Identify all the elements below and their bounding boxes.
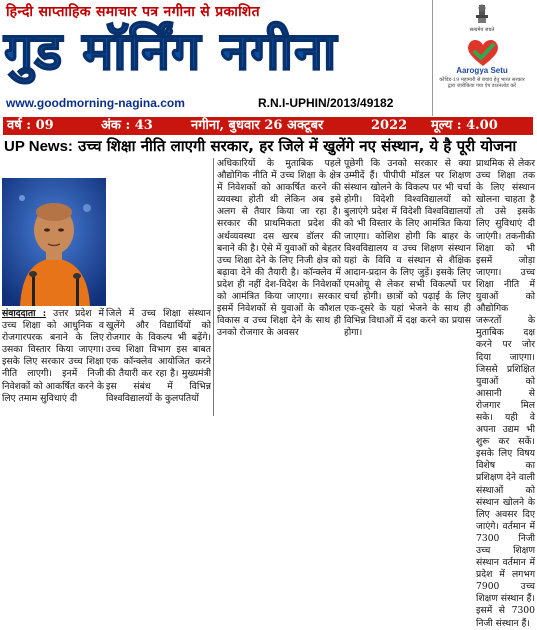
national-emblem-icon — [471, 3, 493, 25]
newspaper-title: गुड मॉर्निंग नगीना — [4, 22, 338, 82]
byline: संवाददाता : — [2, 308, 47, 319]
article-photo — [2, 178, 106, 306]
article-column-1b: जिले में उच्च शिक्षा संस्थान खुलेंगे और विद्यार्थियों को रोजगार के विकल्प भी बढ़ेंगे। उच्च शिक्षा विभाग इस बाबत एक कॉन्क्लेव आयोजित करने की तैयारी कर रहा है। मुख्यमंत्री इस संबंध में विभिन्न विश्वविद्यालयों के कुलपतियों — [106, 308, 211, 404]
column-text: उत्तर प्रदेश में उच्च शिक्षा को आधुनिक व रोजगारपरक बनाने के लिए उसका विस्तार किया जाएगा। इसके लिए सरकार उच्च शिक्षा नीति लाएगी। इनमें निजी निवेशकों को आकर्षित करने के लिए तमाम सुविधाएं दी — [2, 308, 104, 404]
article-column-3: पूछेगी कि उनको सरकार से क्या उम्मीदें हैं। पीपीपी मॉडल पर शिक्षण संस्थान खोलने के विकल्प पर भी चर्चा होगी। विदेशी विश्वविद्यालयों को बुलाएंगे प्रदेश में विदेशी विश्वविद्यालयों को भी विस्तार के लिए आमंत्रित किया जाएगा। कोशिश होगी कि बाहर के विश्वविद्यालय व उच्च शिक्षण संस्थान यहां के विवि व संस्थान से शैक्षिक आदान-प्रदान के लिए जुड़ें। इसके लिए एमओयू से लेकर सभी विकल्पों पर चर्चा होगी। छात्रों को पढ़ाई के लिए एक-दूसरे के यहां भेजने के साथ ही विभिन्न विधाओं में दक्ष करने का प्रयास होगा। — [344, 158, 471, 339]
article-column-4: प्राथमिक से लेकर उच्च शिक्षा तक के लिए संस्थान खोलना चाहता है तो उसे इसके लिए सुविधाएं दी जाएंगी। तकनीकी शिक्षा को भी इसमें जोड़ा जाएगा। उच्च शिक्षा नीति में युवाओं को औद्योगिक जरूरतों के मुताबिक दक्ष करने पर जोर दिया जाएगा। जिससे प्रशिक्षित युवाओं को आसानी से रोजगार मिल सके। यही वे अपना उद्यम भी शुरू कर सकें। इसके लिए विषय विशेष का प्रशिक्षण देने वाली संस्थाओं को संस्थान खोलने के लिए अवसर दिए जाएंगे। वर्तमान में 7300 निजी उच्च शिक्षण संस्थान वर्तमान में प्रदेश में लगभग 7900 उच्च शिक्षण संस्थान हैं। इसमें से 7300 निजी संस्थान हैं। — [476, 158, 536, 629]
ad-top-text: सत्यमेव जयते — [469, 27, 495, 33]
article-column-2: अधिकारियों के मुताबिक पहले औद्योगिक नीति में उच्च शिक्षा के क्षेत्र में निवेशकों को आकर्षित करने की व्यवस्था होती थी लेकिन अब इसे अलग से तैयार किया जा रहा है। सरकार की प्राथमिकता प्रदेश की अर्थव्यवस्था दस खरब डॉलर की बनाने की है। ऐसे में युवाओं को बेहतर उच्च शिक्षा देने के लिए निजी क्षेत्र को बढ़ावा देने की तैयारी है। कॉन्क्लेव में प्रदेश ही नहीं देश-विदेश के निवेशकों को आमंत्रित किया जाएगा। सरकार इसमें निवेशकों से युवाओं के कौशल विकास व उच्च शिक्षा देने के साथ ही उनको रोजगार के अवसर — [213, 158, 341, 416]
ad-tagline: कोविड-19 महामारी से बचाव हेतु भारत सरकार द्वारा जारीकिया गया ऐप डाउनलोड करें — [439, 77, 525, 89]
article-headline — [4, 137, 532, 156]
masthead-tagline: हिन्दी साप्ताहिक समाचार पत्र नगीना से प्रकाशित — [6, 4, 260, 20]
issue-year: 2022 — [371, 118, 408, 133]
place-date: नगीना, बुधवार 26 अक्टूबर — [191, 118, 324, 133]
aarogya-setu-ad[interactable] — [432, 0, 531, 116]
ad-app-name: Aarogya Setu — [456, 66, 508, 75]
website-link[interactable]: www.goodmorning-nagina.com — [6, 96, 185, 110]
issue-number: अंक : 43 — [101, 118, 153, 133]
price: मूल्य : 4.00 — [431, 118, 498, 133]
issue-info-bar — [3, 117, 533, 135]
article-column-1a — [2, 308, 104, 416]
headline-lead: UP News: — [4, 138, 73, 155]
headline-text: उच्च शिक्षा नीति लाएगी सरकार, हर जिले में खुलेंगे नए संस्थान, ये है पूरी योजना — [78, 137, 517, 155]
heart-icon — [466, 38, 500, 68]
masthead — [0, 0, 537, 118]
volume-year: वर्ष : 09 — [7, 118, 54, 133]
rni-number: R.N.I-UPHIN/2013/49182 — [258, 96, 394, 110]
